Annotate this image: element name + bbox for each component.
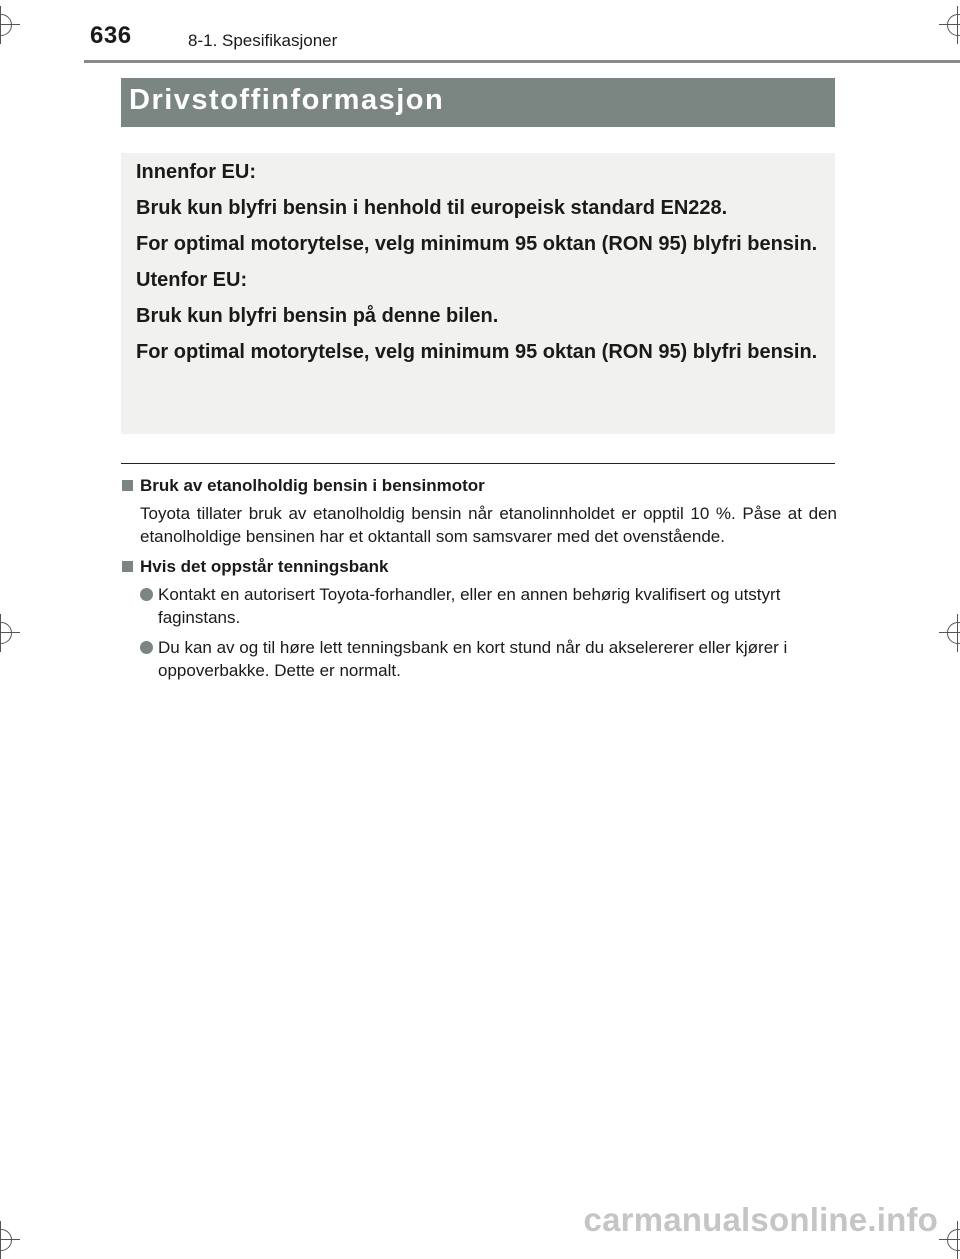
knocking-bullet-1 (121, 583, 837, 629)
knocking-heading (121, 555, 837, 578)
registration-mark-mid-left (0, 622, 12, 644)
registration-mark-bottom-right (947, 1229, 960, 1251)
page-title: Drivstoffinformasjon (121, 78, 835, 127)
fuel-info-box (121, 153, 835, 434)
page-number: 636 (90, 22, 132, 49)
info-line-eu-standard: Bruk kun blyfri bensin i henhold til europeisk standard EN228. (136, 197, 728, 219)
header-divider (84, 60, 960, 63)
ethanol-heading (121, 474, 837, 497)
registration-mark-bottom-left (0, 1229, 12, 1251)
info-line-non-eu-unleaded: Bruk kun blyfri bensin på denne bilen. (136, 305, 499, 327)
registration-mark-top-right (947, 14, 960, 36)
knocking-heading-text: Hvis det oppstår tenningsbank (140, 557, 389, 576)
ethanol-heading-text: Bruk av etanolholdig bensin i bensinmotor (140, 476, 485, 495)
square-bullet-icon (122, 561, 133, 572)
knocking-bullet-2-text: Du kan av og til høre lett tenningsbank en kort stund når du akselererer eller kjører i oppoverbakke. Dette er normalt. (158, 638, 788, 680)
knocking-bullet-2 (121, 636, 837, 682)
info-line-non-eu-octane: For optimal motorytelse, velg minimum 95 oktan (RON 95) blyfri bensin. (136, 341, 818, 363)
notes-section (121, 474, 837, 689)
circle-bullet-icon (140, 641, 153, 654)
watermark-text[interactable]: carmanualsonline.info (583, 1201, 938, 1238)
knocking-bullet-1-text: Kontakt en autorisert Toyota-forhandler, eller en annen behørig kvalifisert og utstyrt faginstans. (158, 585, 781, 627)
circle-bullet-icon (140, 588, 153, 601)
square-bullet-icon (122, 480, 133, 491)
section-label: 8-1. Spesifikasjoner (188, 31, 338, 50)
info-line-non-eu-heading: Utenfor EU: (136, 269, 248, 291)
info-line-eu-octane: For optimal motorytelse, velg minimum 95 oktan (RON 95) blyfri bensin. (136, 233, 818, 255)
registration-mark-mid-right (947, 622, 960, 644)
registration-mark-top-left (0, 14, 12, 36)
ethanol-paragraph: Toyota tillater bruk av etanolholdig bensin når etanolinnholdet er opptil 10 %. Påse at den etanolholdige bensinen har et oktantall som samsvarer med det ovenstående. (140, 504, 837, 546)
content-divider (121, 463, 835, 464)
info-line-eu-heading: Innenfor EU: (136, 161, 256, 183)
